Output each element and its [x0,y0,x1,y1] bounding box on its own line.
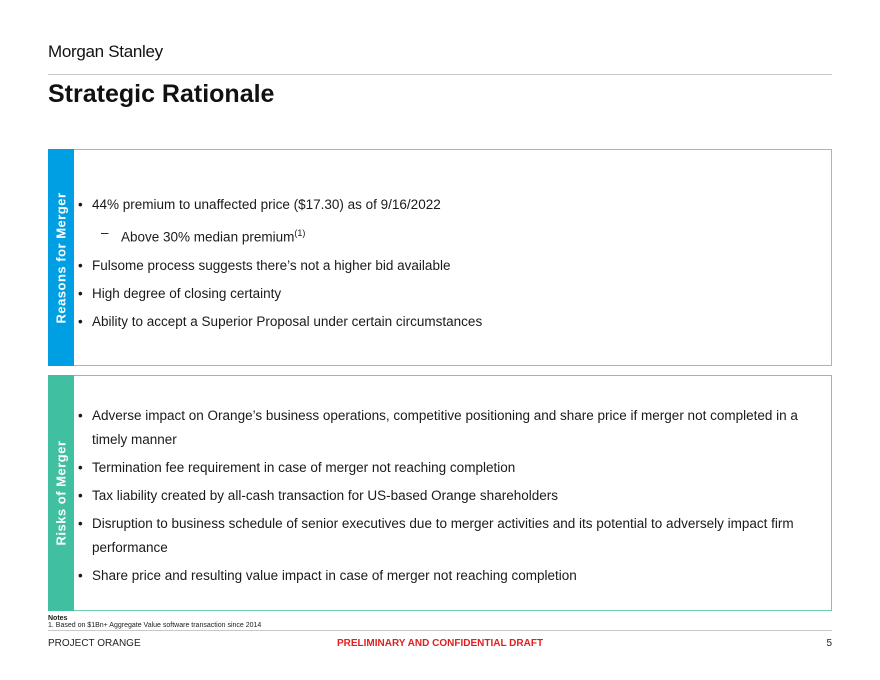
bullet-dot-icon: • [78,285,83,301]
confidentiality-label: PRELIMINARY AND CONFIDENTIAL DRAFT [336,638,544,649]
reasons-bullet [78,310,825,334]
bullet-dot-icon: • [78,488,83,503]
notes-title: Notes [48,615,68,622]
reasons-for-merger-panel [48,149,832,366]
risks-bullet [78,456,825,480]
bullet-text: Ability to accept a Superior Proposal under certain circumstances [92,313,483,329]
bullet-dot-icon: • [78,313,83,329]
header-divider [48,74,832,75]
bullet-dot-icon: • [78,197,83,212]
bullet-text: Tax liability created by all-cash transaction for US-based Orange shareholders [92,488,558,503]
footer-divider [48,630,832,631]
bullet-dot-icon: • [78,257,83,273]
reasons-bullet [78,254,825,278]
risks-tab-label: Risks of Merger [53,440,69,546]
bullet-dot-icon: • [78,516,83,531]
risks-bullet [78,484,825,508]
risks-of-merger-panel [48,375,832,611]
bullet-text: Share price and resulting value impact in case of merger not reaching completion [92,568,577,583]
notes-item: 1. Based on $1Bn+ Aggregate Value software transaction since 2014 [48,622,262,629]
bullet-text: Disruption to business schedule of senior executives due to merger activities and its potential to adversely impact firm performance [92,516,794,555]
bullet-text: Termination fee requirement in case of merger not reaching completion [92,460,516,475]
bullet-text: Fulsome process suggests there’s not a higher bid available [92,257,451,273]
footnote-ref: (1) [294,228,306,238]
dash-icon: – [101,225,109,240]
bullet-text: High degree of closing certainty [92,285,282,301]
reasons-bullet [78,282,825,306]
reasons-bullet [78,193,825,217]
risks-bullet-list [78,404,825,592]
page-title: Strategic Rationale [48,80,275,108]
project-name: PROJECT ORANGE [48,638,141,649]
page-number: 5 [826,638,832,649]
reasons-tab-label: Reasons for Merger [53,191,69,324]
bullet-text: 44% premium to unaffected price ($17.30) as of 9/16/2022 [92,197,441,212]
morgan-stanley-logo: Morgan Stanley [48,42,163,61]
risks-bullet [78,404,825,452]
risks-bullet [78,564,825,588]
bullet-dot-icon: • [78,568,83,583]
bullet-dot-icon: • [78,460,83,475]
bullet-text: Adverse impact on Orange’s business operations, competitive positioning and share price if merger not completed in a timely manner [92,408,798,447]
bullet-text: Above 30% median premium [121,229,295,245]
reasons-sub-bullet [78,221,825,250]
risks-bullet [78,512,825,560]
bullet-dot-icon: • [78,408,83,423]
risks-tab [48,375,74,611]
reasons-tab [48,149,74,366]
reasons-bullet-list [78,193,825,338]
